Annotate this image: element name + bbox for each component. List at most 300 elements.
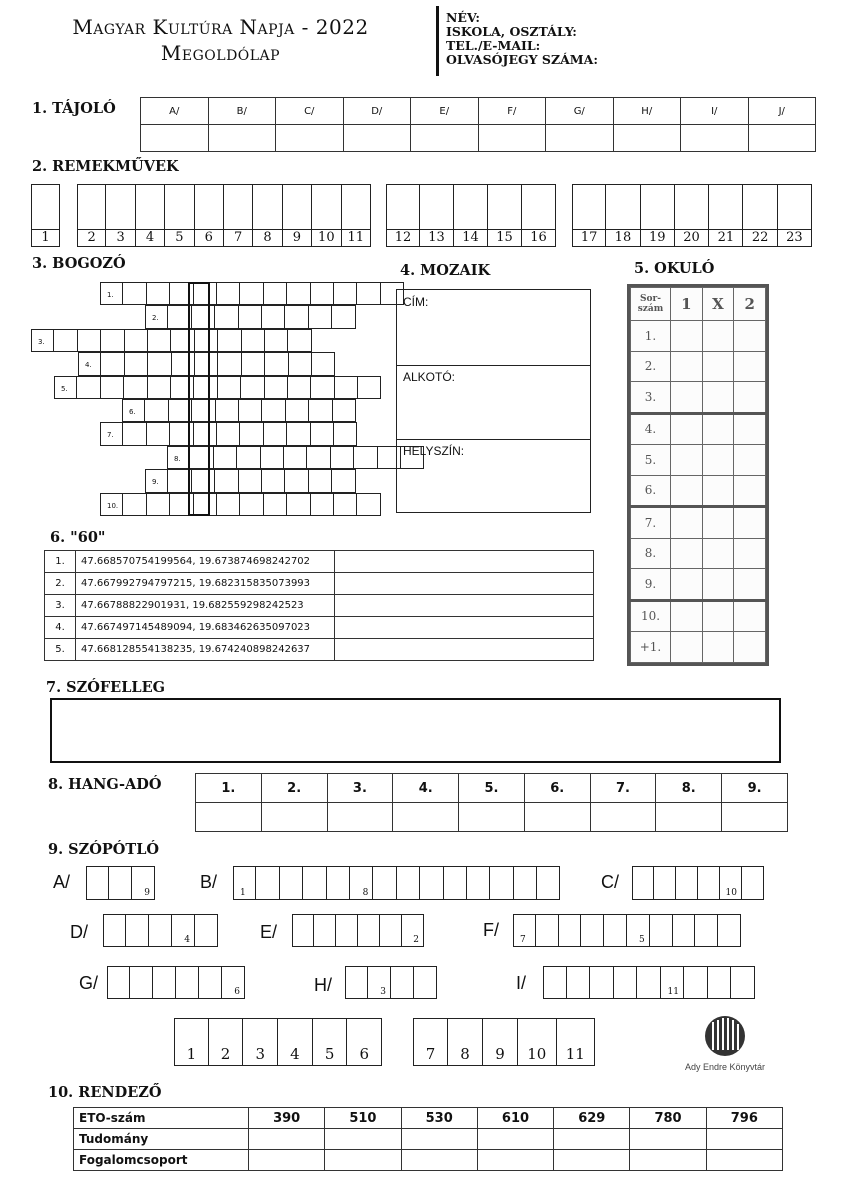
crossword-cell[interactable] (334, 422, 357, 445)
letter-box[interactable] (327, 866, 350, 900)
word-label: G/ (79, 973, 99, 993)
letter-box[interactable] (350, 866, 373, 900)
letter-box[interactable] (109, 866, 132, 900)
letter-box[interactable] (132, 866, 155, 900)
crossword-cell[interactable] (265, 376, 288, 399)
answer-box[interactable] (77, 184, 106, 247)
coordinates-table (44, 550, 594, 661)
answer-cell[interactable] (477, 1129, 553, 1150)
letter-box[interactable] (172, 914, 195, 947)
crossword-cell[interactable] (239, 305, 262, 328)
crossword-cell[interactable] (265, 352, 288, 375)
hangado-col-header: 6. (524, 774, 590, 803)
crossword-cell[interactable] (264, 493, 287, 516)
letter-index: 1 (240, 888, 246, 898)
okulo-answer-cell[interactable] (702, 382, 734, 414)
letter-box[interactable] (627, 914, 650, 947)
answer-box[interactable] (743, 184, 777, 247)
answer-cell[interactable] (325, 1150, 401, 1171)
answer-cell[interactable] (343, 125, 411, 152)
answer-cell[interactable] (546, 125, 614, 152)
okulo-answer-cell[interactable] (702, 475, 734, 507)
answer-box[interactable] (709, 184, 743, 247)
answer-box[interactable] (342, 184, 371, 247)
word-cloud-answer-box[interactable] (50, 698, 781, 763)
box-number: 12 (394, 230, 412, 245)
crossword-cell[interactable] (357, 282, 380, 305)
crossword-cell[interactable] (309, 305, 332, 328)
crossword-cell[interactable] (357, 493, 380, 516)
library-card-field[interactable]: OLVASÓJEGY SZÁMA: (446, 52, 598, 67)
hangado-col-header: 2. (261, 774, 327, 803)
answer-box[interactable] (253, 184, 282, 247)
letter-box[interactable] (650, 914, 673, 947)
crossword-cell[interactable] (334, 282, 357, 305)
answer-box[interactable] (106, 184, 135, 247)
solution-box[interactable] (347, 1018, 382, 1066)
answer-cell[interactable] (401, 1129, 477, 1150)
crossword-cell[interactable] (215, 469, 238, 492)
crossword-cell[interactable] (77, 376, 100, 399)
letter-box[interactable] (414, 966, 437, 999)
crossword-cell[interactable] (311, 493, 334, 516)
mozaik-place-cell[interactable] (397, 439, 590, 512)
letter-box[interactable] (514, 866, 537, 900)
okulo-answer-cell[interactable] (671, 475, 703, 507)
crossword-cell[interactable] (167, 446, 190, 469)
crossword-cell[interactable] (285, 469, 308, 492)
okulo-answer-cell[interactable] (702, 538, 734, 569)
crossword-cell[interactable] (145, 469, 168, 492)
crossword-cell[interactable] (239, 399, 262, 422)
crossword-cell[interactable] (100, 422, 123, 445)
letter-box[interactable] (391, 966, 414, 999)
letter-box[interactable] (604, 914, 627, 947)
okulo-row-number (631, 413, 671, 445)
okulo-answer-cell[interactable] (734, 321, 766, 352)
letter-box[interactable] (731, 966, 755, 999)
letter-box[interactable] (708, 966, 732, 999)
okulo-answer-cell[interactable] (734, 600, 766, 632)
crossword-cell[interactable] (309, 399, 332, 422)
crossword-cell[interactable] (145, 399, 168, 422)
crossword-cell[interactable] (242, 329, 265, 352)
crossword-cell[interactable] (147, 493, 170, 516)
answer-cell[interactable] (656, 803, 722, 832)
okulo-answer-cell[interactable] (702, 445, 734, 476)
letter-box[interactable] (397, 866, 420, 900)
crossword-cell[interactable] (218, 352, 241, 375)
crossword-cell[interactable] (240, 422, 263, 445)
crossword-cell[interactable] (287, 282, 310, 305)
hangado-col-header: 1. (196, 774, 262, 803)
tajolo-grid (140, 97, 816, 152)
letter-box[interactable] (444, 866, 467, 900)
word-label: D/ (70, 922, 88, 942)
crossword-cell[interactable] (262, 305, 285, 328)
mozaik-title-cell[interactable] (397, 290, 590, 366)
section-hangado-title: 8. HANG-ADÓ (48, 776, 162, 793)
tajolo-col-header: E/ (411, 98, 479, 125)
answer-cell[interactable] (630, 1150, 706, 1171)
answer-cell[interactable] (249, 1150, 325, 1171)
crossword-cell[interactable] (217, 493, 240, 516)
okulo-answer-cell[interactable] (671, 538, 703, 569)
letter-box[interactable] (233, 866, 256, 900)
crossword-cell[interactable] (148, 376, 171, 399)
answer-cell[interactable] (554, 1150, 630, 1171)
tajolo-col-header: I/ (681, 98, 749, 125)
answer-cell[interactable] (335, 551, 594, 573)
crossword-cell[interactable] (242, 352, 265, 375)
okulo-answer-cell[interactable] (734, 413, 766, 445)
crossword-cell[interactable] (331, 446, 354, 469)
hangado-col-header: 5. (459, 774, 525, 803)
letter-box[interactable] (126, 914, 149, 947)
answer-cell[interactable] (249, 1129, 325, 1150)
solution-row-2 (413, 1018, 595, 1066)
solution-box[interactable] (278, 1018, 313, 1066)
crossword-cell[interactable] (332, 305, 355, 328)
letter-box[interactable] (718, 914, 741, 947)
letter-index: 5 (639, 935, 645, 945)
answer-cell[interactable] (524, 803, 590, 832)
crossword-cell[interactable] (101, 376, 124, 399)
letter-box[interactable] (280, 866, 303, 900)
letter-box[interactable] (467, 866, 490, 900)
answer-box[interactable] (675, 184, 709, 247)
crossword-cell[interactable] (217, 282, 240, 305)
box-number: 11 (347, 230, 364, 245)
okulo-answer-cell[interactable] (734, 351, 766, 382)
answer-cell[interactable] (335, 617, 594, 639)
crossword-cell[interactable] (101, 352, 124, 375)
letter-box[interactable] (490, 866, 513, 900)
letter-box[interactable] (581, 914, 604, 947)
hangado-col-header: 4. (393, 774, 459, 803)
answer-cell[interactable] (401, 1150, 477, 1171)
answer-box[interactable] (165, 184, 194, 247)
answer-box[interactable] (454, 184, 488, 247)
crossword-cell[interactable] (123, 422, 146, 445)
crossword-cell[interactable] (285, 305, 308, 328)
letter-box[interactable] (420, 866, 443, 900)
crossword-cell[interactable] (218, 329, 241, 352)
okulo-answer-cell[interactable] (671, 382, 703, 414)
okulo-answer-cell[interactable] (734, 538, 766, 569)
letter-box[interactable] (684, 966, 708, 999)
answer-cell[interactable] (630, 1129, 706, 1150)
crossword-cell[interactable] (312, 352, 335, 375)
crossword-cell[interactable] (289, 352, 312, 375)
coordinates: 47.668128554138235, 19.674240898242637 (76, 639, 335, 661)
letter-box[interactable] (314, 914, 336, 947)
tajolo-col-header: D/ (343, 98, 411, 125)
crossword-cell[interactable] (264, 422, 287, 445)
letter-box[interactable] (368, 966, 391, 999)
crossword-cell[interactable] (241, 376, 264, 399)
letter-box[interactable] (661, 966, 685, 999)
crossword-cell[interactable] (217, 422, 240, 445)
answer-cell[interactable] (393, 803, 459, 832)
letter-box[interactable] (86, 866, 109, 900)
crossword-cell[interactable] (101, 329, 124, 352)
crossword-cell[interactable] (54, 376, 77, 399)
answer-cell[interactable] (276, 125, 344, 152)
answer-box[interactable] (488, 184, 522, 247)
letter-box[interactable] (567, 966, 591, 999)
letter-box[interactable] (513, 914, 536, 947)
solution-box[interactable] (483, 1018, 518, 1066)
answer-cell[interactable] (554, 1129, 630, 1150)
coordinate-row (45, 595, 594, 617)
crossword-cell[interactable] (122, 399, 145, 422)
eto-number: 610 (477, 1108, 553, 1129)
crossword-cell[interactable] (218, 376, 241, 399)
answer-cell[interactable] (722, 803, 788, 832)
clue-number: 6. (129, 408, 136, 416)
crossword-cell[interactable] (358, 376, 381, 399)
crossword-cell[interactable] (123, 493, 146, 516)
crossword-cell[interactable] (100, 493, 123, 516)
crossword-cell[interactable] (123, 282, 146, 305)
answer-cell[interactable] (335, 595, 594, 617)
crossword-cell[interactable] (354, 446, 377, 469)
tajolo-col-header: F/ (478, 98, 546, 125)
answer-box[interactable] (386, 184, 420, 247)
okulo-answer-cell[interactable] (671, 569, 703, 601)
crossword-cell[interactable] (288, 376, 311, 399)
answer-cell[interactable] (327, 803, 393, 832)
answer-cell[interactable] (325, 1129, 401, 1150)
letter-box[interactable] (345, 966, 368, 999)
answer-cell[interactable] (706, 1150, 782, 1171)
solution-box[interactable] (313, 1018, 348, 1066)
solution-box[interactable] (243, 1018, 278, 1066)
crossword-cell[interactable] (215, 305, 238, 328)
letter-box[interactable] (256, 866, 279, 900)
answer-cell[interactable] (477, 1150, 553, 1171)
answer-cell[interactable] (141, 125, 209, 152)
crossword-cell[interactable] (287, 493, 310, 516)
okulo-answer-cell[interactable] (702, 507, 734, 539)
letter-box[interactable] (358, 914, 380, 947)
answer-box[interactable] (572, 184, 606, 247)
answer-cell[interactable] (478, 125, 546, 152)
crossword-cell[interactable] (124, 376, 147, 399)
crossword-row (145, 469, 356, 492)
answer-cell[interactable] (335, 639, 594, 661)
letter-box[interactable] (303, 866, 326, 900)
crossword-cell[interactable] (78, 352, 101, 375)
solution-box[interactable] (518, 1018, 557, 1066)
letter-box[interactable] (380, 914, 402, 947)
crossword-cell[interactable] (262, 399, 285, 422)
okulo-answer-cell[interactable] (702, 413, 734, 445)
letter-box[interactable] (543, 966, 567, 999)
okulo-answer-cell[interactable] (671, 445, 703, 476)
answer-cell[interactable] (459, 803, 525, 832)
answer-box[interactable] (641, 184, 675, 247)
letter-box[interactable] (402, 914, 424, 947)
crossword-cell[interactable] (284, 446, 307, 469)
word-g (107, 966, 245, 999)
crossword-cell[interactable] (148, 329, 171, 352)
solution-box[interactable] (413, 1018, 448, 1066)
letter-box[interactable] (673, 914, 696, 947)
answer-box[interactable] (522, 184, 556, 247)
letter-box[interactable] (698, 866, 720, 900)
okulo-answer-cell[interactable] (734, 632, 766, 663)
crossword-cell[interactable] (332, 469, 355, 492)
crossword-cell[interactable] (311, 422, 334, 445)
letter-box[interactable] (373, 866, 396, 900)
okulo-answer-cell[interactable] (671, 351, 703, 382)
okulo-answer-cell[interactable] (671, 632, 703, 663)
okulo-answer-cell[interactable] (702, 351, 734, 382)
crossword-cell[interactable] (147, 422, 170, 445)
solution-box[interactable] (557, 1018, 596, 1066)
letter-box[interactable] (695, 914, 718, 947)
crossword-cell[interactable] (307, 446, 330, 469)
letter-box[interactable] (130, 966, 153, 999)
letter-box[interactable] (720, 866, 742, 900)
crossword-cell[interactable] (286, 399, 309, 422)
crossword-cell[interactable] (125, 352, 148, 375)
word-label: H/ (314, 975, 332, 995)
answer-box[interactable] (606, 184, 640, 247)
crossword-cell[interactable] (237, 446, 260, 469)
letter-box[interactable] (153, 966, 176, 999)
answer-box[interactable] (31, 184, 60, 247)
crossword-cell[interactable] (262, 469, 285, 492)
letter-box[interactable] (149, 914, 172, 947)
crossword-cell[interactable] (265, 329, 288, 352)
name-field[interactable]: NÉV: (446, 10, 481, 25)
crossword-cell[interactable] (309, 469, 332, 492)
crossword-cell[interactable] (148, 352, 171, 375)
crossword-cell[interactable] (125, 329, 148, 352)
solution-box[interactable] (209, 1018, 244, 1066)
solution-box[interactable] (448, 1018, 483, 1066)
okulo-answer-cell[interactable] (734, 569, 766, 601)
crossword-cell[interactable] (335, 376, 358, 399)
letter-box[interactable] (107, 966, 130, 999)
answer-box[interactable] (778, 184, 812, 247)
okulo-answer-cell[interactable] (671, 413, 703, 445)
letter-box[interactable] (292, 914, 314, 947)
letter-box[interactable] (559, 914, 582, 947)
contact-field[interactable]: TEL./E-MAIL: (446, 38, 541, 53)
crossword-cell[interactable] (287, 422, 310, 445)
answer-cell[interactable] (208, 125, 276, 152)
school-field[interactable]: ISKOLA, OSZTÁLY: (446, 24, 577, 39)
okulo-answer-cell[interactable] (702, 600, 734, 632)
crossword-cell[interactable] (214, 446, 237, 469)
crossword-cell[interactable] (240, 493, 263, 516)
answer-cell[interactable] (706, 1129, 782, 1150)
crossword-cell[interactable] (239, 469, 262, 492)
okulo-answer-cell[interactable] (671, 600, 703, 632)
letter-box[interactable] (536, 914, 559, 947)
letter-box[interactable] (654, 866, 676, 900)
crossword-cell[interactable] (333, 399, 356, 422)
letter-box[interactable] (676, 866, 698, 900)
letter-box[interactable] (614, 966, 638, 999)
answer-cell[interactable] (411, 125, 479, 152)
okulo-answer-cell[interactable] (734, 475, 766, 507)
letter-box[interactable] (742, 866, 764, 900)
crossword-cell[interactable] (288, 329, 311, 352)
crossword-cell[interactable] (240, 282, 263, 305)
answer-box[interactable] (136, 184, 165, 247)
okulo-row-number (631, 475, 671, 507)
answer-cell[interactable] (681, 125, 749, 152)
letter-box[interactable] (590, 966, 614, 999)
letter-box[interactable] (222, 966, 245, 999)
answer-box[interactable] (224, 184, 253, 247)
crossword-cell[interactable] (334, 493, 357, 516)
crossword-cell[interactable] (145, 305, 168, 328)
answer-box[interactable] (420, 184, 454, 247)
answer-cell[interactable] (590, 803, 656, 832)
answer-cell[interactable] (261, 803, 327, 832)
answer-cell[interactable] (613, 125, 681, 152)
crossword-cell[interactable] (216, 399, 239, 422)
answer-cell[interactable] (196, 803, 262, 832)
section-hatvan-title: 6. "60" (50, 529, 106, 546)
letter-box[interactable] (195, 914, 218, 947)
letter-box[interactable] (199, 966, 222, 999)
crossword-cell[interactable] (261, 446, 284, 469)
okulo-answer-cell[interactable] (671, 321, 703, 352)
okulo-answer-cell[interactable] (702, 321, 734, 352)
mozaik-artist-cell[interactable] (397, 365, 590, 440)
letter-box[interactable] (632, 866, 654, 900)
letter-box[interactable] (537, 866, 560, 900)
answer-box[interactable] (195, 184, 224, 247)
tajolo-col-header: J/ (748, 98, 816, 125)
crossword-cell[interactable] (147, 282, 170, 305)
crossword-cell[interactable] (54, 329, 77, 352)
crossword-cell[interactable] (311, 282, 334, 305)
crossword-cell[interactable] (311, 376, 334, 399)
okulo-answer-cell[interactable] (671, 507, 703, 539)
letter-box[interactable] (336, 914, 358, 947)
okulo-answer-cell[interactable] (734, 445, 766, 476)
remekmuvek-group (77, 184, 371, 247)
solution-box[interactable] (174, 1018, 209, 1066)
letter-box[interactable] (176, 966, 199, 999)
letter-box[interactable] (103, 914, 126, 947)
okulo-answer-cell[interactable] (734, 382, 766, 414)
answer-cell[interactable] (335, 573, 594, 595)
okulo-answer-cell[interactable] (734, 507, 766, 539)
okulo-answer-cell[interactable] (702, 569, 734, 601)
answer-box[interactable] (312, 184, 341, 247)
answer-box[interactable] (283, 184, 312, 247)
crossword-cell[interactable] (264, 282, 287, 305)
letter-box[interactable] (637, 966, 661, 999)
mozaik-label-helyszin: HELYSZÍN: (403, 444, 465, 458)
okulo-answer-cell[interactable] (702, 632, 734, 663)
crossword-cell[interactable] (100, 282, 123, 305)
crossword-cell[interactable] (78, 329, 101, 352)
answer-cell[interactable] (748, 125, 816, 152)
rendezo-row (74, 1129, 783, 1150)
solution-number: 8 (460, 1045, 470, 1063)
crossword-cell[interactable] (31, 329, 54, 352)
